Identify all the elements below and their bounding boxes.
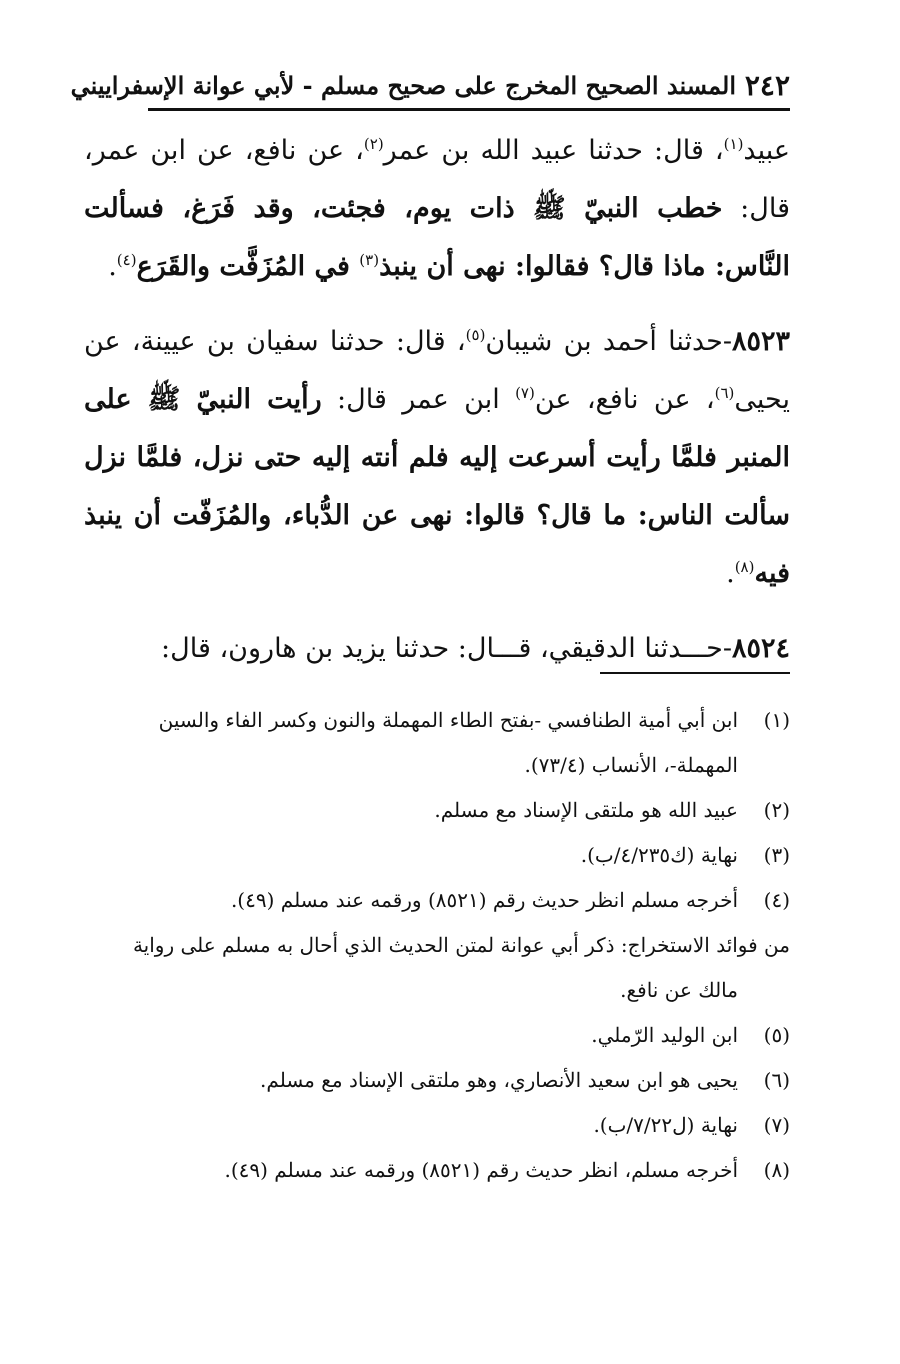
footnote-text: نهاية (ك٤/٢٣٥/ب). — [580, 843, 738, 867]
hadith-paragraph-8524 — [84, 620, 790, 678]
footnote-ref-1[interactable]: (١) — [723, 135, 744, 153]
footnote-ref-4[interactable]: (٤) — [116, 251, 137, 269]
footnote-text: أخرجه مسلم، انظر حديث رقم (٨٥٢١) ورقمه عند مسلم (٤٩). — [224, 1158, 738, 1182]
footnote-7 — [84, 1103, 790, 1148]
footnote-ref-7[interactable]: (٧) — [515, 384, 535, 402]
text-run: ، قال: حدثنا سفيان بن عيينة، عن يحيى — [84, 326, 790, 415]
footnote-mark: (٨) — [763, 1158, 790, 1182]
header-rule — [148, 108, 790, 111]
footnote-mark: (٧) — [763, 1113, 790, 1137]
text-run: ، عن نافع، عن — [534, 384, 715, 415]
footnote-mark: (٥) — [763, 1023, 790, 1047]
text-run: ، قال: حدثنا عبيد الله بن عمر — [383, 135, 724, 166]
hadith-paragraph-8523 — [84, 313, 790, 603]
footnote-text: عبيد الله هو ملتقى الإسناد مع مسلم. — [434, 798, 738, 822]
footnote-3 — [84, 833, 790, 878]
page-number: ٢٤٢ — [744, 69, 790, 102]
footnote-text: يحيى هو ابن سعيد الأنصاري، وهو ملتقى الإسناد مع مسلم. — [260, 1068, 738, 1092]
text-run: -حدثنا أحمد بن شيبان — [485, 326, 732, 357]
hadith-paragraph-continued — [84, 122, 790, 296]
hadith-matn: في المُزَفَّت والقَرَع — [136, 251, 360, 282]
hadith-number: ٨٥٢٣ — [732, 326, 791, 357]
footnote-mark: (١) — [763, 708, 790, 732]
text-run: . — [726, 558, 735, 589]
footnotes — [84, 698, 790, 1193]
main-text — [84, 122, 790, 678]
footnote-text: ابن الوليد الرّملي. — [591, 1023, 738, 1047]
footnote-4 — [84, 878, 790, 923]
footnote-ref-6[interactable]: (٦) — [714, 384, 735, 402]
footnote-2 — [84, 788, 790, 833]
footnote-mark: (٦) — [763, 1068, 790, 1092]
hadith-matn: رأيت النبيّ ﷺ على المنبر فلمَّا رأيت أسرعت إليه فلم أنته إليه حتى نزل، فلمَّا نزل سألت الناس: ما قال؟ قالوا: نهى عن الدُّباء، والمُزَفّت أن ينبذ فيه — [84, 384, 790, 589]
text-run: عبيد — [743, 135, 790, 166]
footnote-note — [84, 923, 790, 1013]
footnote-5 — [84, 1013, 790, 1058]
footnote-text-continued: مالك عن نافع. — [620, 978, 738, 1002]
footnote-ref-8[interactable]: (٨) — [734, 558, 755, 576]
text-run: -حـــدثنا الدقيقي، قـــال: حدثنا يزيد بن هارون، قال: — [161, 633, 732, 664]
hadith-matn: خطب النبيّ ﷺ ذات يوم، فجئت، وقد فَرَغ، فسألت النَّاس: ماذا قال؟ فقالوا: نهى أن ينبذ — [84, 193, 790, 282]
page-header — [70, 66, 790, 106]
footnote-text: نهاية (ل٧/٢٢/ب). — [593, 1113, 738, 1137]
footnote-ref-3[interactable]: (٣) — [359, 251, 380, 269]
footnote-mark: (٣) — [763, 843, 790, 867]
footnote-ref-5[interactable]: (٥) — [465, 326, 486, 344]
footnote-mark: (٢) — [763, 798, 790, 822]
footnote-mark: (٤) — [763, 888, 790, 912]
footnote-text: ابن أبي أمية الطنافسي -بفتح الطاء المهملة والنون وكسر الفاء والسين المهملة-، الأنساب (٧٣/٤). — [158, 708, 738, 777]
text-run: ابن عمر قال: — [321, 384, 516, 415]
footnote-text: أخرجه مسلم انظر حديث رقم (٨٥٢١) ورقمه عند مسلم (٤٩). — [230, 888, 738, 912]
footnote-text: من فوائد الاستخراج: ذكر أبي عوانة لمتن الحديث الذي أحال به مسلم على رواية — [132, 933, 790, 957]
footnote-8 — [84, 1148, 790, 1193]
running-title: المسند الصحيح المخرج على صحيح مسلم - لأبي عوانة الإسفراييني — [70, 71, 736, 100]
text-run: ، عن نافع، عن ابن عمر، قال: — [84, 135, 790, 224]
footnote-separator — [600, 672, 790, 674]
hadith-number: ٨٥٢٤ — [731, 633, 790, 664]
footnote-1 — [84, 698, 790, 788]
text-run: . — [108, 251, 117, 282]
footnote-ref-2[interactable]: (٢) — [363, 135, 384, 153]
footnote-6 — [84, 1058, 790, 1103]
